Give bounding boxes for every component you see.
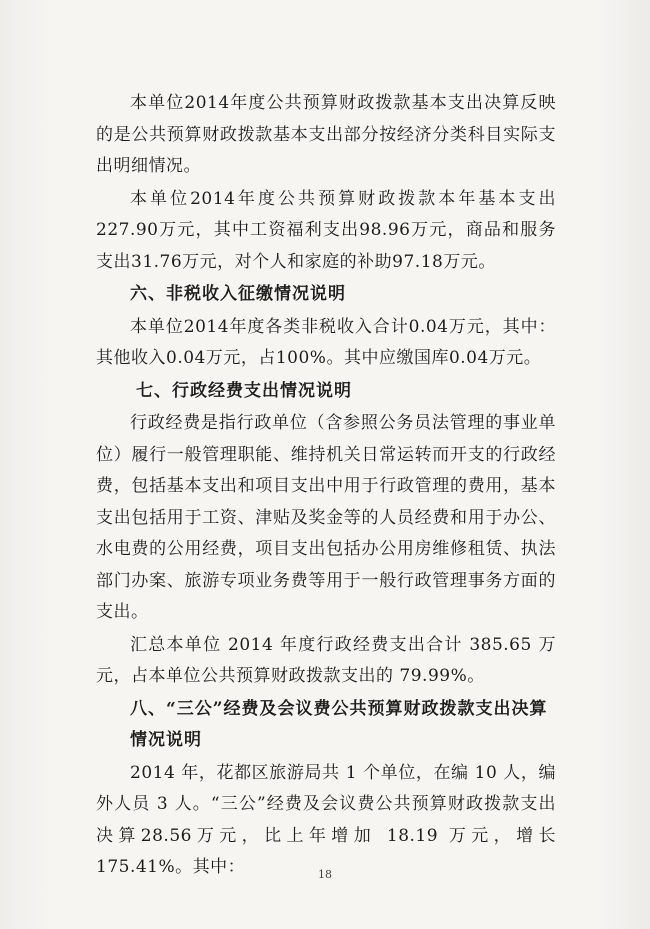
paragraph-three-public-expenses: 2014 年，花都区旅游局共 1 个单位，在编 10 人，编外人员 3 人。“三公”经费及会议费公共预算财政拨款支出决算28.56万元，比上年增加 18.19 万元，增长 175.41%。其中： bbox=[96, 762, 556, 877]
paragraph-non-tax-revenue: 本单位2014年度各类非税收入合计0.04万元，其中：其他收入0.04万元，占100%。其中应缴国库0.04万元。 bbox=[96, 316, 556, 368]
paragraph-administrative-expenses-total: 汇总本单位 2014 年度行政经费支出合计 385.65 万元，占本单位公共预算财政拨款支出的 79.99%。 bbox=[96, 634, 556, 686]
paragraph-basic-expenditure-detail: 本单位2014年度公共预算财政拨款本年基本支出227.90万元，其中工资福利支出98.96万元，商品和服务支出31.76万元，对个人和家庭的补助97.18万元。 bbox=[96, 188, 556, 272]
paragraph-administrative-expenses-definition: 行政经费是指行政单位（含参照公务员法管理的事业单位）履行一般管理职能、维持机关日常运转而开支的行政经费，包括基本支出和项目支出中用于行政管理的费用，基本支出包括用于工资、津贴及奖金等的人员经费和用于办公、水电费的公用经费，项目支出包括办公用房维修租赁、执法部门办案、旅游专项业务费等用于一般行政管理事务方面的支出。 bbox=[96, 413, 556, 622]
paragraph-basic-expenditure-intro: 本单位2014年度公共预算财政拨款基本支出决算反映的是公共预算财政拨款基本支出部分按经济分类科目实际支出明细情况。 bbox=[96, 93, 556, 176]
heading-three-public-expenses: 八、“三公”经费及会议费公共预算财政拨款支出决算情况说明 bbox=[130, 698, 548, 750]
heading-administrative-expenses: 七、行政经费支出情况说明 bbox=[136, 380, 352, 401]
page-number: 18 bbox=[318, 868, 332, 881]
document-body bbox=[96, 88, 556, 884]
heading-non-tax-revenue: 六、非税收入征缴情况说明 bbox=[130, 284, 346, 304]
